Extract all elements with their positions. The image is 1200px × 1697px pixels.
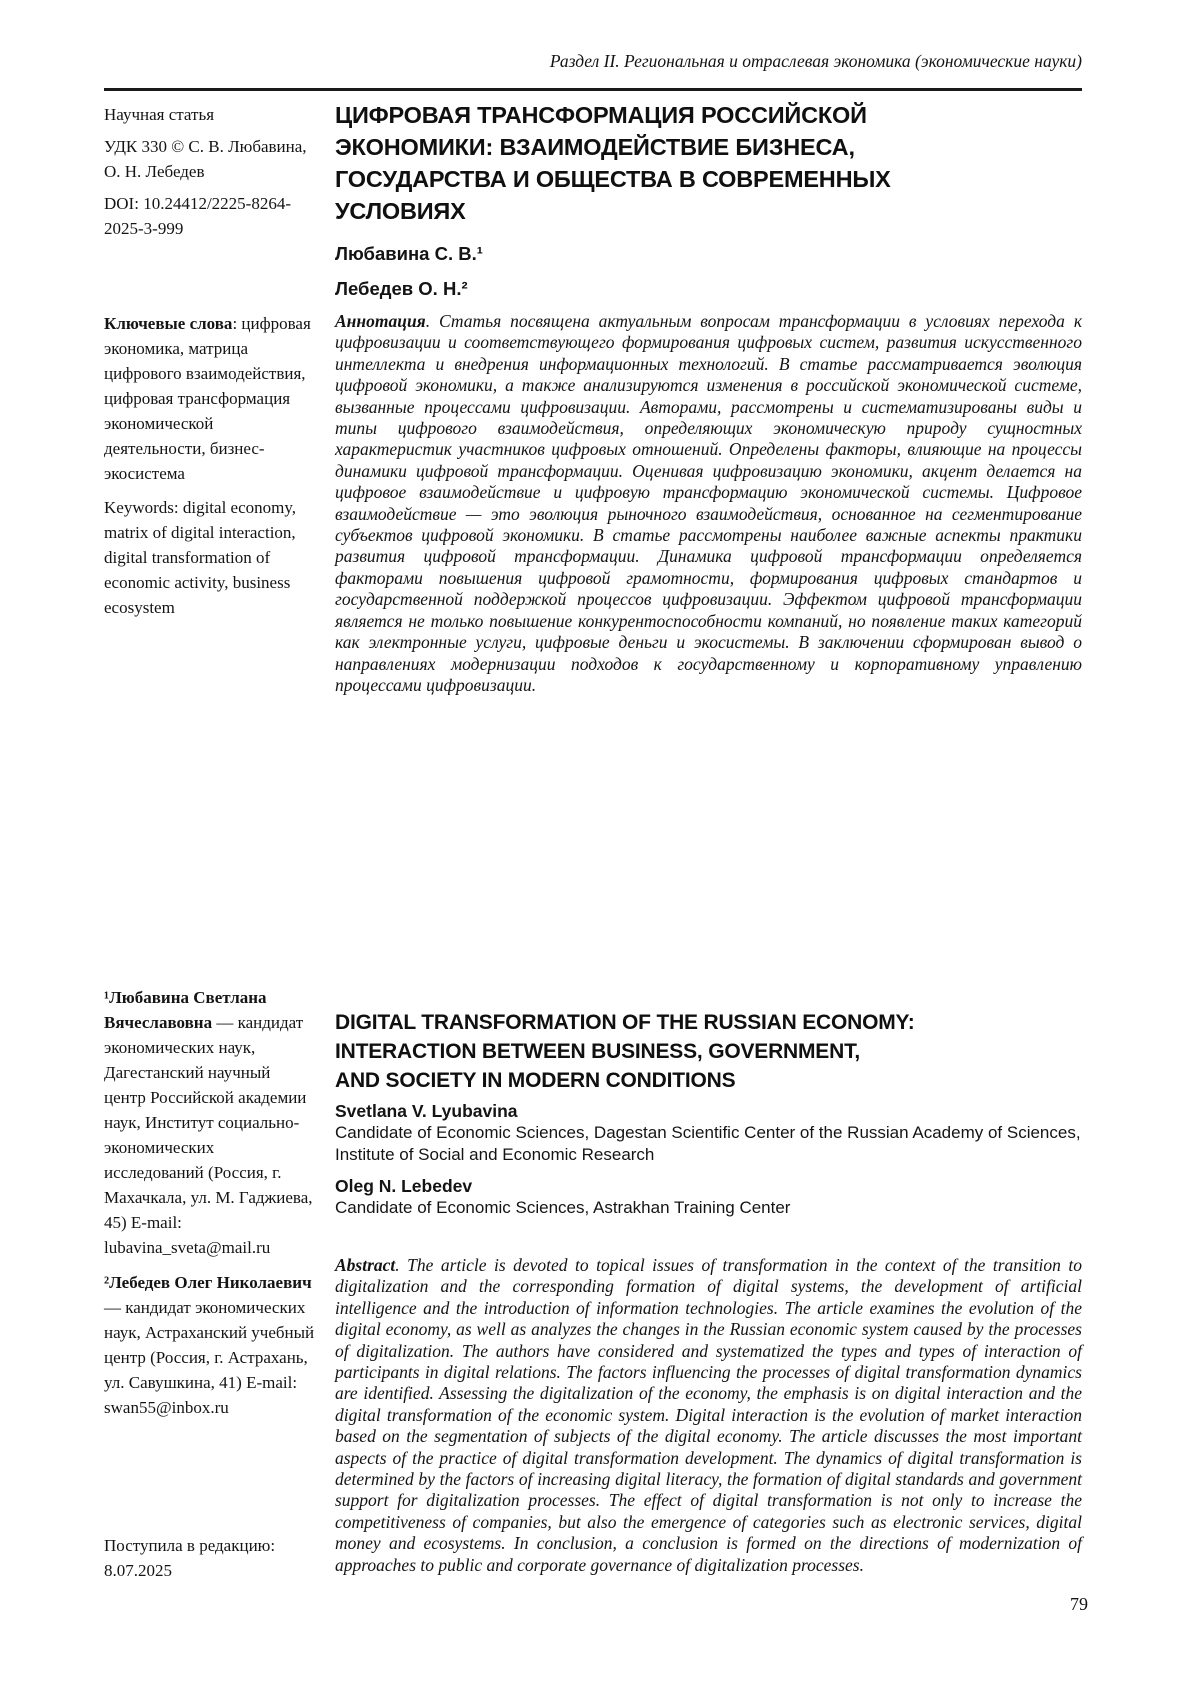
author-bios bbox=[104, 985, 316, 1430]
article-type: Научная статья bbox=[104, 105, 215, 124]
abstract-en-text: . The article is devoted to topical issues of transformation in the context of the transition to digitalization and the corresponding formation of digital systems, the development of artificial intelligence and the introduction of information technologies. The article examines the evolution of the digital economy, as well as analyzes the changes in the Russian economic system caused by the processes of digitalization. The authors have considered and systematized the types and types of interaction of participants in digital relations. The factors influencing the processes of digital transformation dynamics are identified. Assessing the digitalization of the economy, the emphasis is on digital interaction and the digital transformation of the economic system. Digital interaction is the evolution of market interaction based on the segmentation of subjects of the digital economy. The article discusses the most important aspects of the practice of digital transformation development. The dynamics of digital transformation is determined by the factors of increasing digital literacy, the formation of digital standards and government support for digitalization processes. The effect of digital transformation is not only to increase the competitiveness of companies, but also the emergence of categories such as electronic services, digital money and ecosystems. In conclusion, a conclusion is formed on the directions of modernization of approaches to public and corporate governance of digitalization processes. bbox=[335, 1255, 1082, 1575]
authors-en bbox=[335, 1100, 1082, 1228]
authors-ru bbox=[335, 243, 1025, 313]
author-en-2 bbox=[335, 1175, 1082, 1219]
bio-name-1: ¹Любавина Светлана Вячеславовна bbox=[104, 988, 267, 1032]
article-title-en: DIGITAL TRANSFORMATION OF THE RUSSIAN ECONOMY: INTERACTION BETWEEN BUSINESS, GOVERNMENT, AND SOCIETY IN MODERN CONDITIONS bbox=[335, 1011, 915, 1092]
article-meta bbox=[104, 102, 314, 248]
bio-text-2: — кандидат экономических наук, Астраханский учебный центр (Россия, г. Астрахань, ул. Савушкина, 41) E-mail: swan55@inbox.ru bbox=[104, 1298, 315, 1417]
received-label: Поступила в редакцию: bbox=[104, 1536, 276, 1555]
abstract-en-label: Abstract bbox=[335, 1255, 396, 1275]
keywords-ru bbox=[104, 311, 314, 486]
author-bio-2 bbox=[104, 1270, 316, 1420]
bio-name-2: ²Лебедев Олег Николаевич bbox=[104, 1273, 312, 1292]
section-header: Раздел II. Региональная и отраслевая экономика (экономические науки) bbox=[549, 51, 1082, 71]
author-en-affiliation-2: Candidate of Economic Sciences, Astrakhan Training Center bbox=[335, 1198, 791, 1217]
author-en-1 bbox=[335, 1100, 1082, 1166]
keywords-en: Keywords: digital economy, matrix of digital interaction, digital transformation of economic activity, business ecosystem bbox=[104, 498, 296, 617]
header-rule bbox=[104, 88, 1082, 91]
keywords-ru-label: Ключевые слова bbox=[104, 314, 233, 333]
article-title-ru: ЦИФРОВАЯ ТРАНСФОРМАЦИЯ РОССИЙСКОЙ ЭКОНОМИКИ: ВЗАИМОДЕЙСТВИЕ БИЗНЕСА, ГОСУДАРСТВА И ОБЩЕСТВА В СОВРЕМЕННЫХ УСЛОВИЯХ bbox=[335, 102, 891, 224]
bio-text-1: — кандидат экономических наук, Дагестанский научный центр Российской академии наук, Институт социально-экономических исследований (Россия, г. Махачкала, ул. М. Гаджиева, 45) E-mail: lubavina_sveta@mail.ru bbox=[104, 1013, 313, 1257]
keywords-block bbox=[104, 311, 314, 629]
doi: DOI: 10.24412/2225-8264-2025-3-999 bbox=[104, 194, 291, 238]
abstract-ru-text: . Статья посвящена актуальным вопросам трансформации в условиях перехода к цифровизации и соответствующего формирования цифровых систем, развития искусственного интеллекта и внедрения информационных технологий. В статье рассматривается эволюция цифровой экономики, а также анализируются изменения в российской экономической системе, вызванные процессами цифровизации. Авторами, рассмотрены и систематизированы виды и типы цифрового взаимодействия, определяющих экономическую природу сущностных характеристик участников цифровых отношений. Определены факторы, влияющие на процессы динамики цифровой трансформации. Оценивая цифровизацию экономики, акцент делается на цифровое взаимодействие и цифровую трансформацию экономической системы. Цифровое взаимодействие — это эволюция рыночного взаимодействия, основанное на сегментирование субъектов цифровой экономики. В статье рассмотрены наиболее важные аспекты практики развития цифровой трансформации. Динамика цифровой трансформации определяется факторами повышения цифровой грамотности, формирования цифровых стандартов и государственной поддержкой процессов цифровизации. Эффектом цифровой трансформации является не только повышение конкурентоспособности компаний, но появление таких категорий как электронные услуги, цифровые деньги и экосистемы. В заключении сформирован вывод о направлениях модернизации подходов к государственному и корпоративному управлению процессами цифровизации. bbox=[335, 311, 1082, 695]
abstract-en bbox=[335, 1255, 1082, 1576]
abstract-ru bbox=[335, 311, 1082, 696]
author-en-name-2: Oleg N. Lebedev bbox=[335, 1176, 473, 1196]
keywords-ru-text: : цифровая экономика, матрица цифрового взаимодействия, цифровая трансформация экономической деятельности, бизнес-экосистема bbox=[104, 314, 311, 483]
author-ru-1: Любавина С. В.¹ bbox=[335, 243, 483, 264]
received-block bbox=[104, 1533, 324, 1583]
author-bio-1 bbox=[104, 985, 316, 1260]
udc-copyright: УДК 330 © С. В. Любавина, О. Н. Лебедев bbox=[104, 137, 307, 181]
page-number: 79 bbox=[1070, 1594, 1088, 1614]
received-date: 8.07.2025 bbox=[104, 1561, 172, 1580]
author-ru-2: Лебедев О. Н.² bbox=[335, 278, 468, 299]
abstract-ru-label: Аннотация bbox=[335, 311, 426, 331]
author-en-affiliation-1: Candidate of Economic Sciences, Dagestan Scientific Center of the Russian Academy of Sciences, Institute of Social and Economic Research bbox=[335, 1123, 1081, 1164]
author-en-name-1: Svetlana V. Lyubavina bbox=[335, 1101, 518, 1121]
